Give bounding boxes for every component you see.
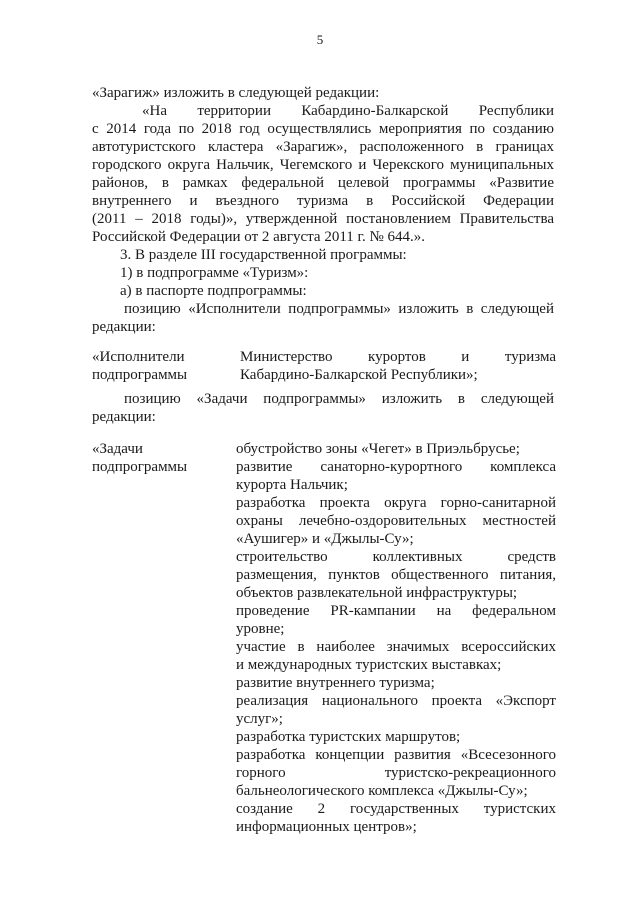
tasks-value-line: реализация национального проекта «Экспорт (236, 693, 556, 709)
intro-line: автотуристского кластера «Зарагиж», расположенного в границах (92, 139, 554, 155)
tasks-value-line: курорта Нальчик; (236, 477, 348, 493)
intro-line: с 2014 года по 2018 год осуществлялись мероприятия по созданию (92, 121, 554, 137)
tasks-intro-line: редакции: (92, 409, 156, 425)
intro-line: районов, в рамках федеральной целевой программы «Развитие (92, 175, 554, 191)
tasks-value-line: размещения, пунктов общественного питания, (236, 567, 556, 583)
page-number: 5 (316, 32, 324, 47)
tasks-value-line: охраны лечебно-оздоровительных местностей (236, 513, 556, 529)
tasks-value-line: разработка концепции развития «Всесезонного (236, 747, 556, 763)
section-item: 1) в подпрограмме «Туризм»: (120, 265, 309, 281)
tasks-value-line: проведение PR-кампании на федеральном (236, 603, 556, 619)
tasks-value-line: «Аушигер» и «Джылы-Су»; (236, 531, 414, 547)
tasks-value-line: участие в наиболее значимых всероссийских (236, 639, 556, 655)
tasks-label: подпрограммы (92, 459, 188, 475)
intro-line: «На территории Кабардино-Балкарской Республики (142, 103, 554, 119)
tasks-value-line: и международных туристских выставках; (236, 657, 502, 673)
tasks-value-line: уровне; (236, 621, 285, 637)
tasks-value-line: информационных центров»; (236, 819, 417, 835)
intro-line: Российской Федерации от 2 августа 2011 г. № 644.». (92, 229, 426, 245)
executors-label: «Исполнители (92, 349, 185, 365)
section-item: 3. В разделе III государственной программы: (120, 247, 407, 263)
tasks-value-line: горного туристско-рекреационного (236, 765, 556, 781)
tasks-intro-line: позицию «Задачи подпрограммы» изложить в следующей (124, 391, 554, 407)
tasks-value-line: бальнеологического комплекса «Джылы-Су»; (236, 783, 528, 799)
tasks-value-line: объектов развлекательной инфраструктуры; (236, 585, 518, 601)
tasks-value-line: обустройство зоны «Чегет» в Приэльбрусье; (236, 441, 520, 457)
tasks-value-line: развитие санаторно-курортного комплекса (236, 459, 556, 475)
tasks-value-line: разработка туристских маршрутов; (236, 729, 461, 745)
tasks-value-line: создание 2 государственных туристских (236, 801, 556, 817)
intro-line: городского округа Нальчик, Чегемского и Черекского муниципальных (92, 157, 554, 173)
section-item: а) в паспорте подпрограммы: (120, 283, 307, 299)
executors-value: Кабардино-Балкарской Республики»; (240, 367, 478, 383)
tasks-value-line: разработка проекта округа горно-санитарной (236, 495, 556, 511)
intro-line: (2011 – 2018 годы)», утвержденной постановлением Правительства (92, 211, 554, 227)
tasks-value-line: услуг»; (236, 711, 283, 727)
intro-line: «Зарагиж» изложить в следующей редакции: (92, 85, 380, 101)
executors-value: Министерство курортов и туризма (240, 349, 556, 365)
executors-intro-line: редакции: (92, 319, 156, 335)
intro-line: внутреннего и въездного туризма в Российской Федерации (92, 193, 554, 209)
tasks-value-line: строительство коллективных средств (236, 549, 556, 565)
executors-label: подпрограммы (92, 367, 188, 383)
tasks-label: «Задачи (92, 441, 143, 457)
tasks-value-line: развитие внутреннего туризма; (236, 675, 435, 691)
executors-intro-line: позицию «Исполнители подпрограммы» изложить в следующей (124, 301, 554, 317)
